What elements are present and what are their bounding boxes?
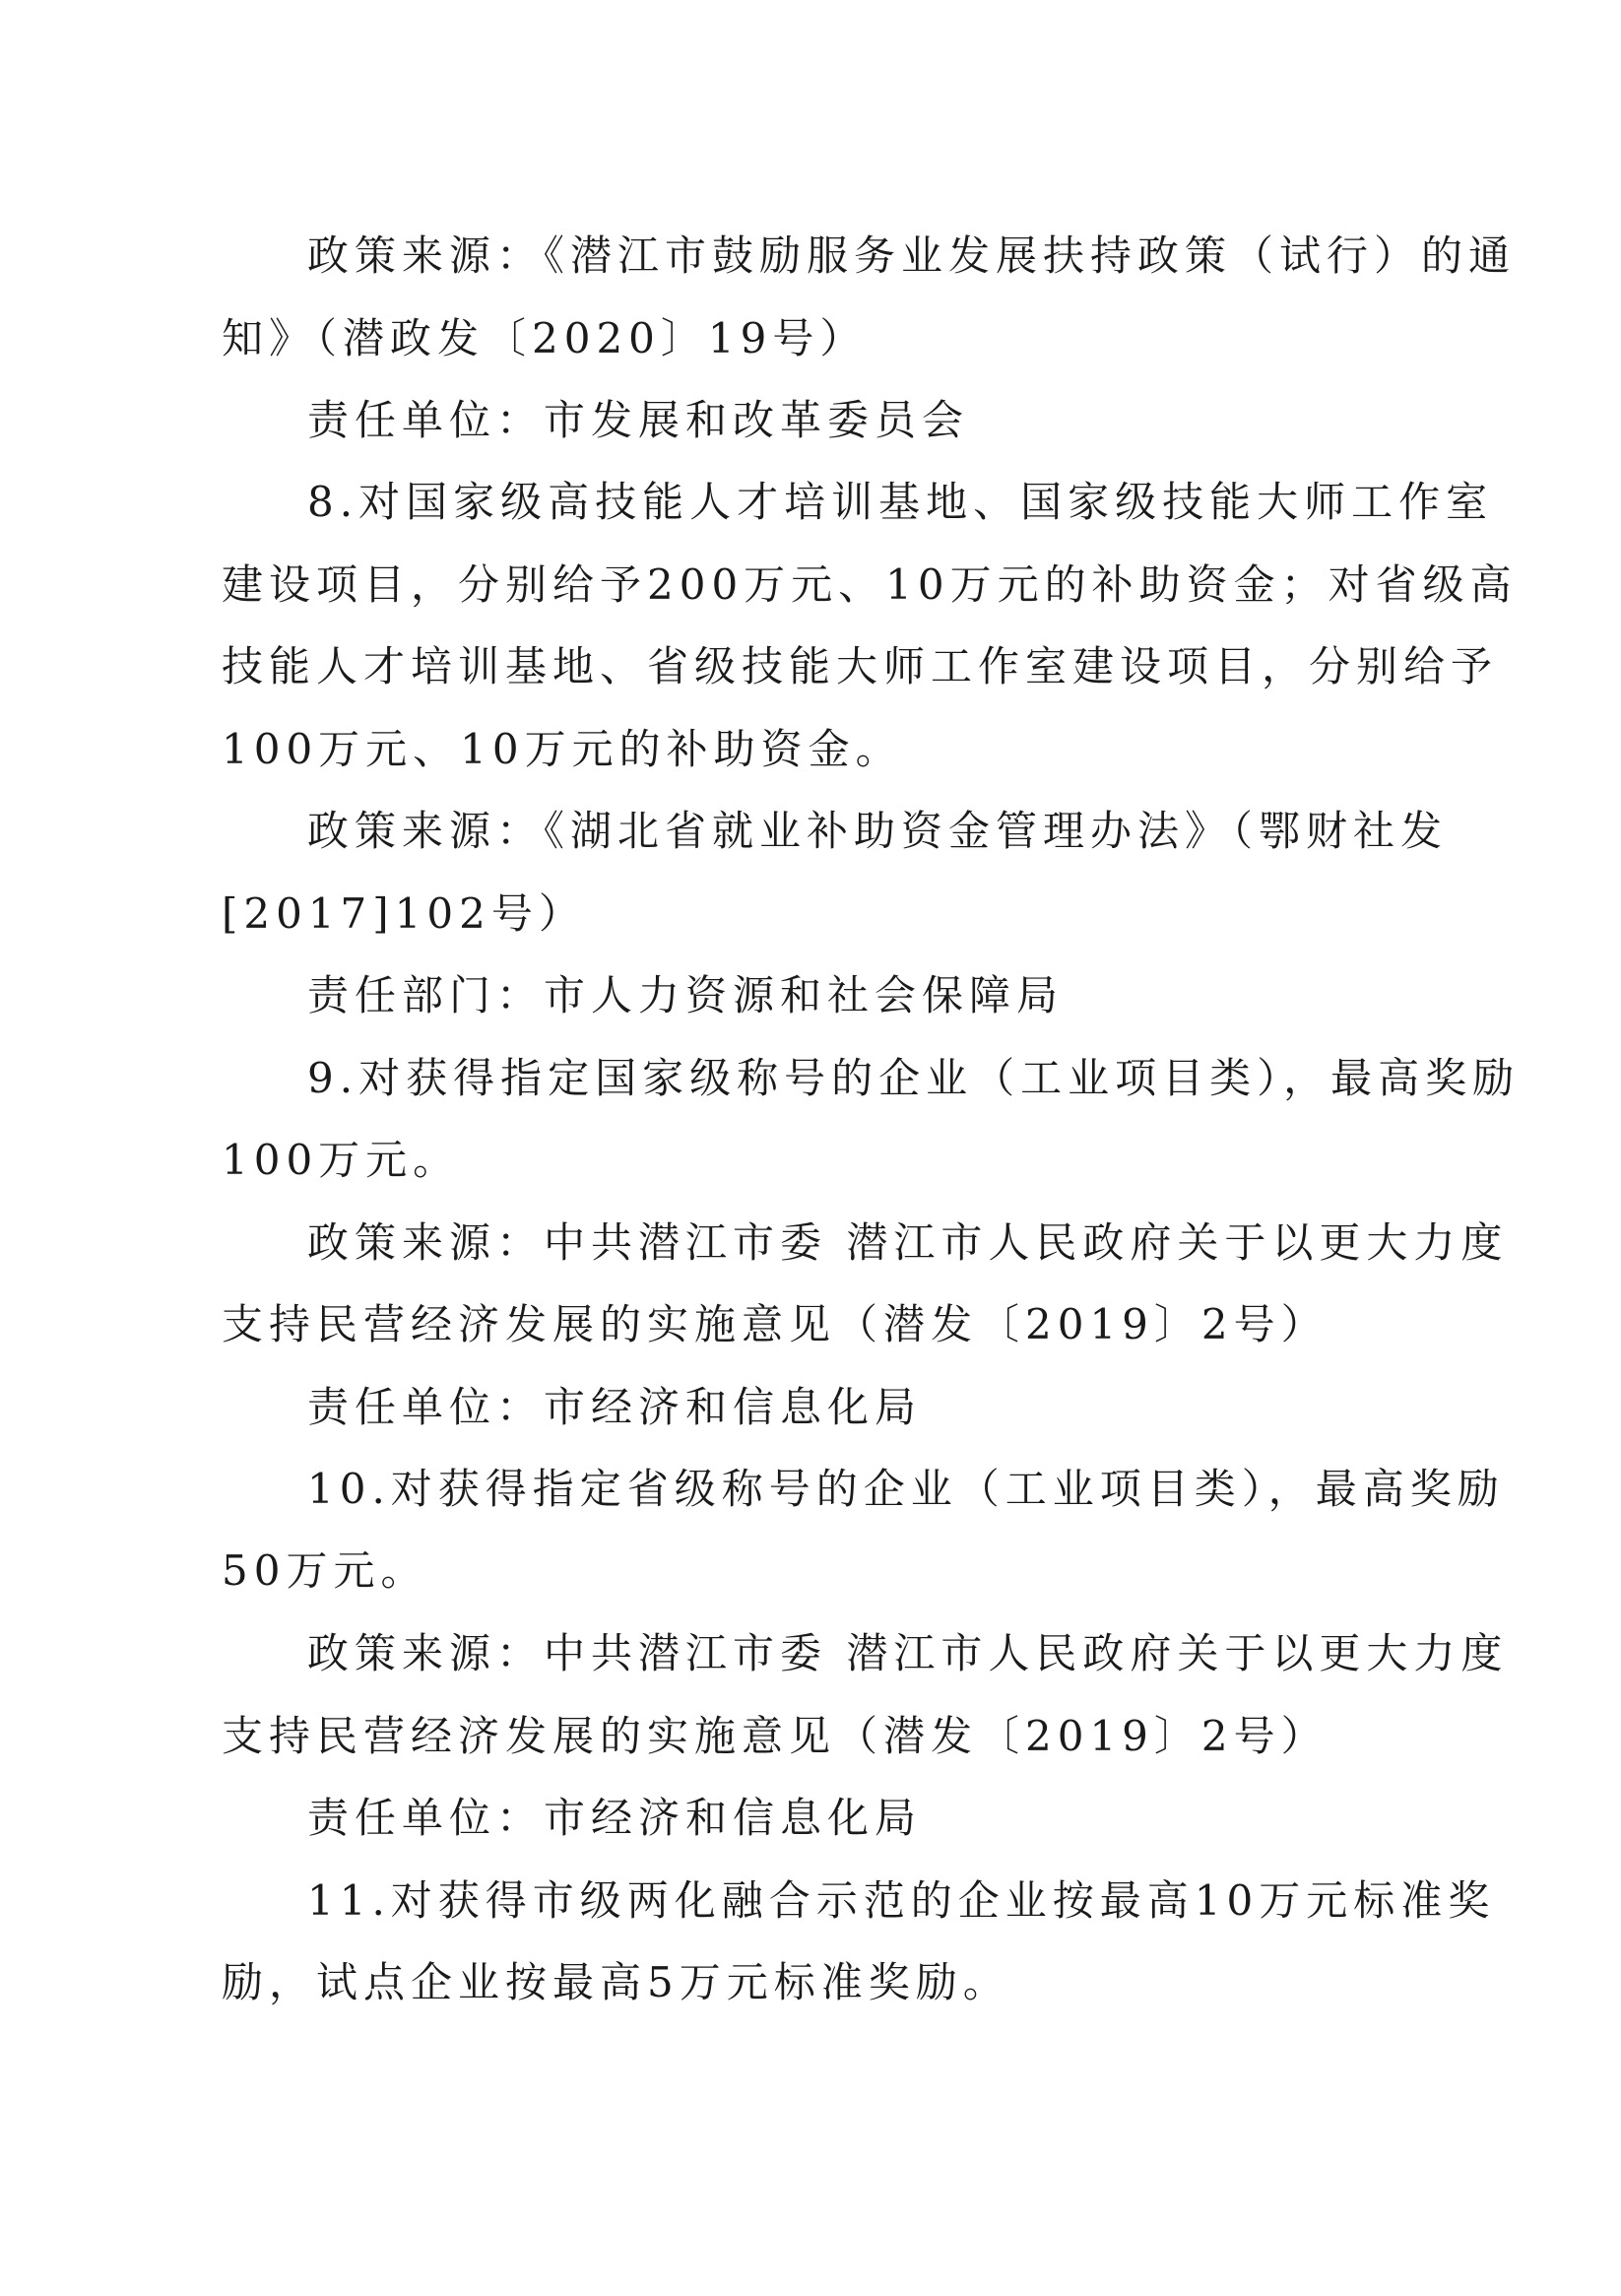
policy-source-line: 政策来源：《湖北省就业补助资金管理办法》（鄂财社发 [307,807,1449,855]
item-10-line-cont: 50万元。 [222,1546,428,1595]
responsible-unit-line: 责任单位：市发展和改革委员会 [307,396,970,444]
policy-source-line: 政策来源：中共潜江市委 潜江市人民政府关于以更大力度 [307,1629,1509,1677]
item-8-line-cont: 建设项目，分别给予200万元、10万元的补助资金；对省级高 [222,560,1518,609]
responsible-unit-line: 责任单位：市经济和信息化局 [307,1383,923,1431]
responsible-department-line: 责任部门：市人力资源和社会保障局 [307,971,1065,1019]
policy-source-line-cont: 知》（潜政发〔2020〕19号） [222,314,868,362]
responsible-unit-line: 责任单位：市经济和信息化局 [307,1794,923,1842]
item-9-line-cont: 100万元。 [222,1136,461,1184]
item-11-line: 11.对获得市级两化融合示范的企业按最高10万元标准奖 [307,1876,1496,1925]
item-9-line: 9.对获得指定国家级称号的企业（工业项目类），最高奖励 [307,1054,1521,1102]
item-8-line: 8.对国家级高技能人才培训基地、国家级技能大师工作室 [307,478,1494,526]
policy-source-line-cont: [2017]102号） [222,889,586,938]
item-8-line-cont: 技能人才培训基地、省级技能大师工作室建设项目，分别给予 [222,642,1499,690]
policy-source-line-cont: 支持民营经济发展的实施意见（潜发〔2019〕2号） [222,1712,1329,1760]
policy-source-line: 政策来源：中共潜江市委 潜江市人民政府关于以更大力度 [307,1218,1509,1267]
policy-source-line-cont: 支持民营经济发展的实施意见（潜发〔2019〕2号） [222,1300,1329,1348]
item-8-line-cont: 100万元、10万元的补助资金。 [222,725,903,773]
item-11-line-cont: 励，试点企业按最高5万元标准奖励。 [222,1958,1010,2006]
policy-source-line: 政策来源：《潜江市鼓励服务业发展扶持政策（试行）的通 [307,231,1517,280]
item-10-line: 10.对获得指定省级称号的企业（工业项目类），最高奖励 [307,1465,1505,1513]
